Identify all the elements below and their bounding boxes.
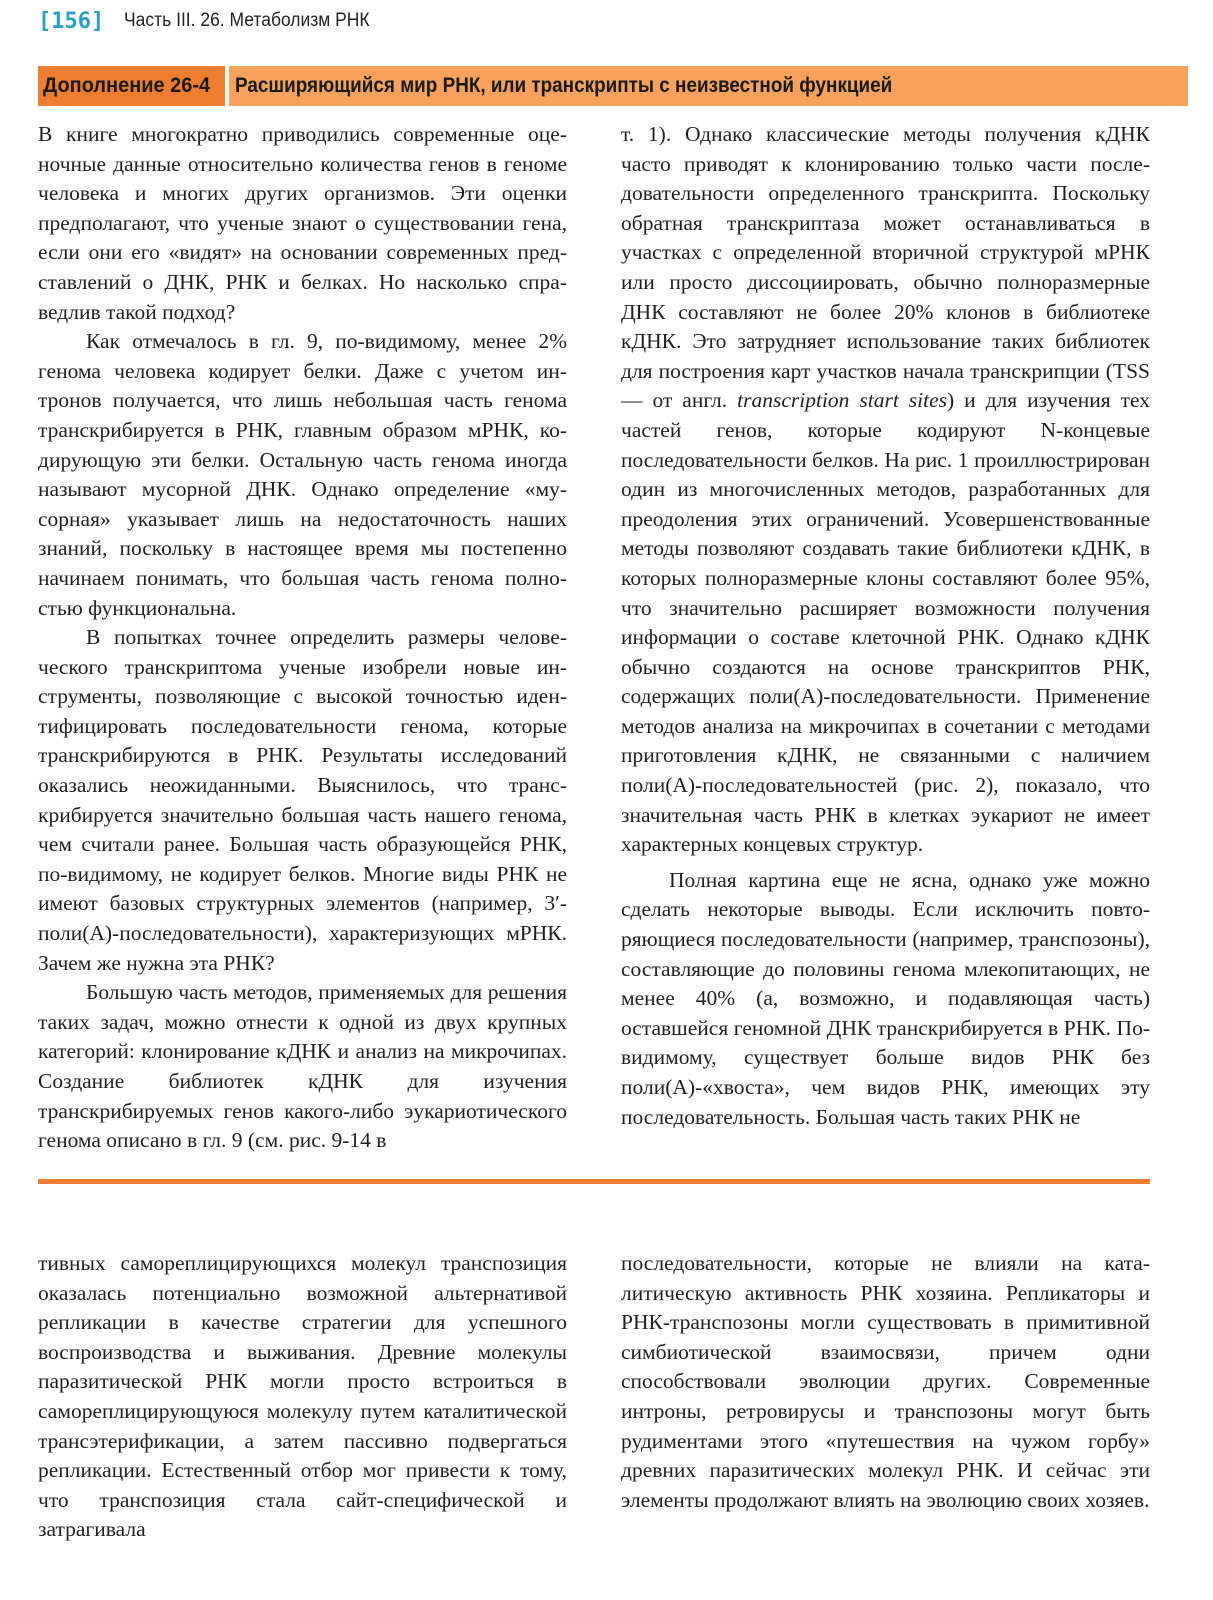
paragraph: последовательности, которые не влияли на каталитическую активность РНК хозяина. Репликаторы и РНК-транспозоны могли существовать в примитивной симбиотической взаимосвязи, причем одни способствовали эволюции других. Современные интроны, ретровирусы и транспозоны могут быть рудиментами этого «путешествия на чужом горбу» древних паразитических молекул РНК. И сейчас эти элементы продолжают влиять на эволюцию своих хозяев. [621, 1251, 1150, 1512]
running-header [38, 4, 391, 38]
text-run: ) и для изучения тех частей генов, которые кодируют N-концевые последовательности белков. На рис. 1 проиллюстрирован один из многочисленных методов, разработанных для преодоления этих ограничений. Усовершенствованные методы позволяют создавать такие библиотеки кДНК, в которых полноразмерные клоны составляют более 95%, что значительно расширяет возможности получения информации о составе клеточной РНК. Однако кДНК обычно создаются на основе транскриптов РНК, содержащих поли(А)-последовательности. Применение методов анализа на микрочипах в сочетании с методами приготовления кДНК, не связанными с наличием поли(А)-последовательностей (рис. 2), показало, что значительная часть РНК в клетках эукариот не имеет характерных концевых структур. [621, 388, 1150, 857]
italic-term: transcription start sites [737, 388, 947, 413]
box-label-text: Дополнение 26-4 [43, 74, 211, 97]
box-title [229, 66, 1188, 106]
paragraph: тивных самореплицирующихся молекул транспозиция оказалась потенциально возможной альтернативой репликации в качестве стратегии для успешного воспроизводства и выживания. Древние молекулы паразитической РНК могли просто встроиться в самореплицирующуюся молекулу путем каталитической трансэтерификации, а затем пассивно подвергаться репликации. Естественный отбор мог привести к тому, что транспозиция стала сайт-специфической и затрагивала [38, 1251, 567, 1542]
main-column-right [621, 1249, 1150, 1515]
box-title-text: Расширяющийся мир РНК, или транскрипты с неизвестной функцией [235, 74, 893, 97]
page-number: [156] [38, 8, 105, 34]
paragraph: Как отмечалось в гл. 9, по-видимому, менее 2% генома человека кодирует белки. Даже с учетом интронов получается, что лишь небольшая часть генома транскрибируется в РНК, главным образом мРНК, кодирующую эти белки. Остальную часть генома иногда называют мусорной ДНК. Однако определение «мусорная» указывает лишь на недостаточность наших знаний, поскольку в настоящее время мы постепенно начинаем понимать, что большая часть генома полностью функциональна. [38, 329, 567, 620]
paragraph: В книге многократно приводились современные оценочные данные относительно количества генов в геноме человека и многих других организмов. Эти оценки предполагают, что ученые знают о существовании гена, если они его «видят» на основании современных представлений о ДНК, РНК и белках. Но насколько справедлив такой подход? [38, 122, 567, 324]
paragraph: В попытках точнее определить размеры человеческого транскриптома ученые изобрели новые инструменты, позволяющие с высокой точностью идентифицировать последовательности генома, которые транскрибируются в РНК. Результаты исследований оказались неожиданными. Выяснилось, что транскрибируется значительно большая часть нашего генома, чем считали ранее. Большая часть образующейся РНК, по-видимому, не кодирует белков. Многие виды РНК не имеют базовых структурных элементов (например, 3′-поли(А)-последовательности), характеризующих мРНК. Зачем же нужна эта РНК? [38, 625, 567, 975]
text-run: т. 1). Однако классические методы получения кДНК часто приводят к клонированию только части последовательности определенного транскрипта. Поскольку обратная транскриптаза может останавливаться в участках с определенной вторичной структурой мРНК или просто диссоциировать, обычно полноразмерные ДНК составляют не более 20% клонов в библиотеке кДНК. Это затрудняет использование таких библиотек для построения карт участков начала транскрипции (TSS — от англ. [621, 122, 1150, 413]
running-title: Часть III. 26. Метаболизм РНК [124, 10, 370, 31]
box-bottom-rule [38, 1179, 1150, 1184]
box-column-left [38, 120, 567, 1156]
paragraph: Большую часть методов, применяемых для решения таких задач, можно отнести к одной из двух крупных категорий: клонирование кДНК и анализ на микрочипах. Создание библиотек кДНК для изучения транскрибируемых генов какого-либо эукариотического генома описано в гл. 9 (см. рис. 9-14 в [38, 980, 567, 1153]
paragraph: Полная картина еще не ясна, однако уже можно сделать некоторые выводы. Если исключить повторяющиеся последовательности (например, транспозоны), составляющие до половины генома млекопитающих, не менее 40% (а, возможно, и подавляющая часть) оставшейся геномной ДНК транскрибируется в РНК. По-видимому, существует больше видов РНК без поли(А)-«хвоста», чем видов РНК, имеющих эту последовательность. Большая часть таких РНК не [621, 867, 1150, 1129]
box-label [38, 66, 225, 106]
box-header [38, 66, 1188, 106]
main-column-left [38, 1249, 567, 1545]
box-column-right [621, 120, 1150, 1132]
paragraph [621, 120, 1150, 860]
